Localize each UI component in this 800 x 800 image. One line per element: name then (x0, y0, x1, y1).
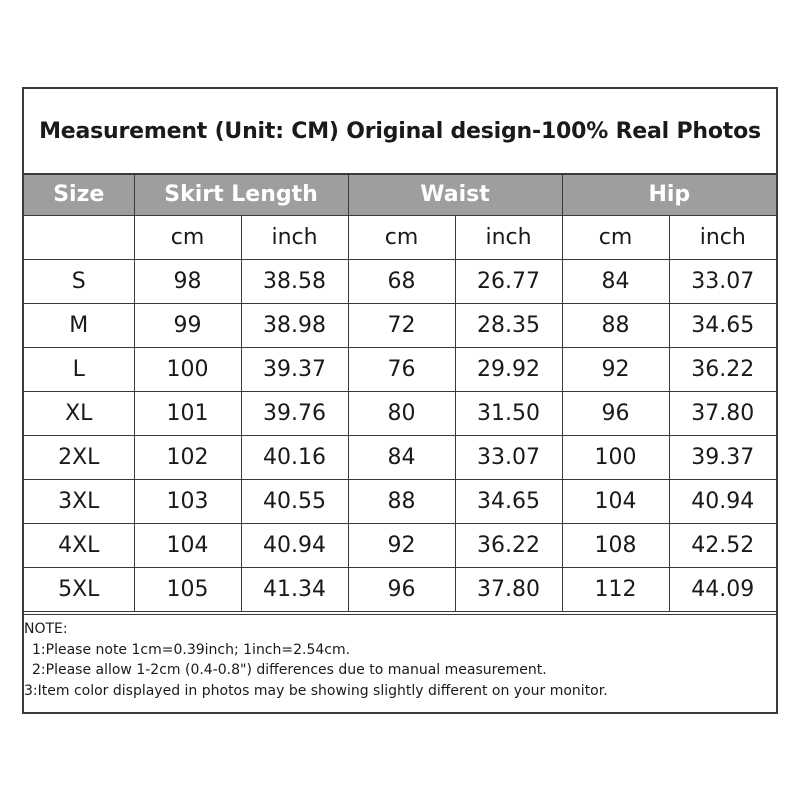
hip-cm: 100 (562, 435, 669, 479)
skirt-length-inch: 40.16 (241, 435, 348, 479)
skirt-length-inch: 39.37 (241, 347, 348, 391)
table-row (24, 259, 776, 303)
size-cell: 3XL (24, 479, 134, 523)
unit-cell: cm (134, 215, 241, 259)
size-cell: 2XL (24, 435, 134, 479)
table-row (24, 435, 776, 479)
skirt-length-inch: 40.55 (241, 479, 348, 523)
header-row (24, 175, 776, 215)
waist-inch: 34.65 (455, 479, 562, 523)
header-size: Size (24, 175, 134, 215)
waist-cm: 72 (348, 303, 455, 347)
unit-cell: inch (241, 215, 348, 259)
skirt-length-inch: 40.94 (241, 523, 348, 567)
table-row (24, 523, 776, 567)
hip-inch: 40.94 (669, 479, 776, 523)
size-cell: L (24, 347, 134, 391)
waist-cm: 96 (348, 567, 455, 611)
hip-cm: 84 (562, 259, 669, 303)
hip-cm: 108 (562, 523, 669, 567)
table-row (24, 303, 776, 347)
skirt-length-cm: 103 (134, 479, 241, 523)
hip-cm: 92 (562, 347, 669, 391)
chart-title-bar (24, 89, 776, 175)
waist-inch: 36.22 (455, 523, 562, 567)
hip-cm: 96 (562, 391, 669, 435)
skirt-length-cm: 98 (134, 259, 241, 303)
waist-inch: 26.77 (455, 259, 562, 303)
hip-cm: 104 (562, 479, 669, 523)
waist-cm: 68 (348, 259, 455, 303)
waist-inch: 31.50 (455, 391, 562, 435)
size-cell: S (24, 259, 134, 303)
waist-cm: 92 (348, 523, 455, 567)
unit-cell: inch (669, 215, 776, 259)
hip-inch: 39.37 (669, 435, 776, 479)
table-row (24, 347, 776, 391)
skirt-length-cm: 102 (134, 435, 241, 479)
unit-cell-empty (24, 215, 134, 259)
table-row (24, 567, 776, 611)
waist-inch: 33.07 (455, 435, 562, 479)
hip-cm: 112 (562, 567, 669, 611)
size-cell: XL (24, 391, 134, 435)
note-line: 1:Please note 1cm=0.39inch; 1inch=2.54cm. (32, 641, 351, 658)
table-row (24, 391, 776, 435)
unit-cell: inch (455, 215, 562, 259)
chart-title: Measurement (Unit: CM) Original design-100% Real Photos (39, 118, 761, 144)
hip-inch: 33.07 (669, 259, 776, 303)
notes-heading: NOTE: (24, 621, 68, 637)
measurement-table (24, 175, 776, 612)
waist-cm: 84 (348, 435, 455, 479)
unit-cell: cm (348, 215, 455, 259)
waist-cm: 80 (348, 391, 455, 435)
skirt-length-cm: 100 (134, 347, 241, 391)
notes-section (24, 614, 776, 712)
size-chart (22, 87, 778, 714)
skirt-length-cm: 105 (134, 567, 241, 611)
skirt-length-inch: 41.34 (241, 567, 348, 611)
hip-cm: 88 (562, 303, 669, 347)
waist-inch: 29.92 (455, 347, 562, 391)
waist-cm: 88 (348, 479, 455, 523)
size-cell: 5XL (24, 567, 134, 611)
unit-cell: cm (562, 215, 669, 259)
hip-inch: 42.52 (669, 523, 776, 567)
table-row (24, 479, 776, 523)
unit-row (24, 215, 776, 259)
waist-inch: 37.80 (455, 567, 562, 611)
header-skirt-length: Skirt Length (134, 175, 348, 215)
hip-inch: 44.09 (669, 567, 776, 611)
skirt-length-cm: 99 (134, 303, 241, 347)
header-waist: Waist (348, 175, 562, 215)
note-line: 2:Please allow 1-2cm (0.4-0.8") differences due to manual measurement. (32, 662, 547, 678)
hip-inch: 34.65 (669, 303, 776, 347)
skirt-length-cm: 104 (134, 523, 241, 567)
skirt-length-cm: 101 (134, 391, 241, 435)
note-line: 3:Item color displayed in photos may be showing slightly different on your monitor. (24, 682, 608, 699)
waist-cm: 76 (348, 347, 455, 391)
waist-inch: 28.35 (455, 303, 562, 347)
skirt-length-inch: 38.98 (241, 303, 348, 347)
size-cell: 4XL (24, 523, 134, 567)
skirt-length-inch: 39.76 (241, 391, 348, 435)
header-hip: Hip (562, 175, 776, 215)
hip-inch: 37.80 (669, 391, 776, 435)
size-cell: M (24, 303, 134, 347)
hip-inch: 36.22 (669, 347, 776, 391)
table-body (24, 259, 776, 611)
skirt-length-inch: 38.58 (241, 259, 348, 303)
